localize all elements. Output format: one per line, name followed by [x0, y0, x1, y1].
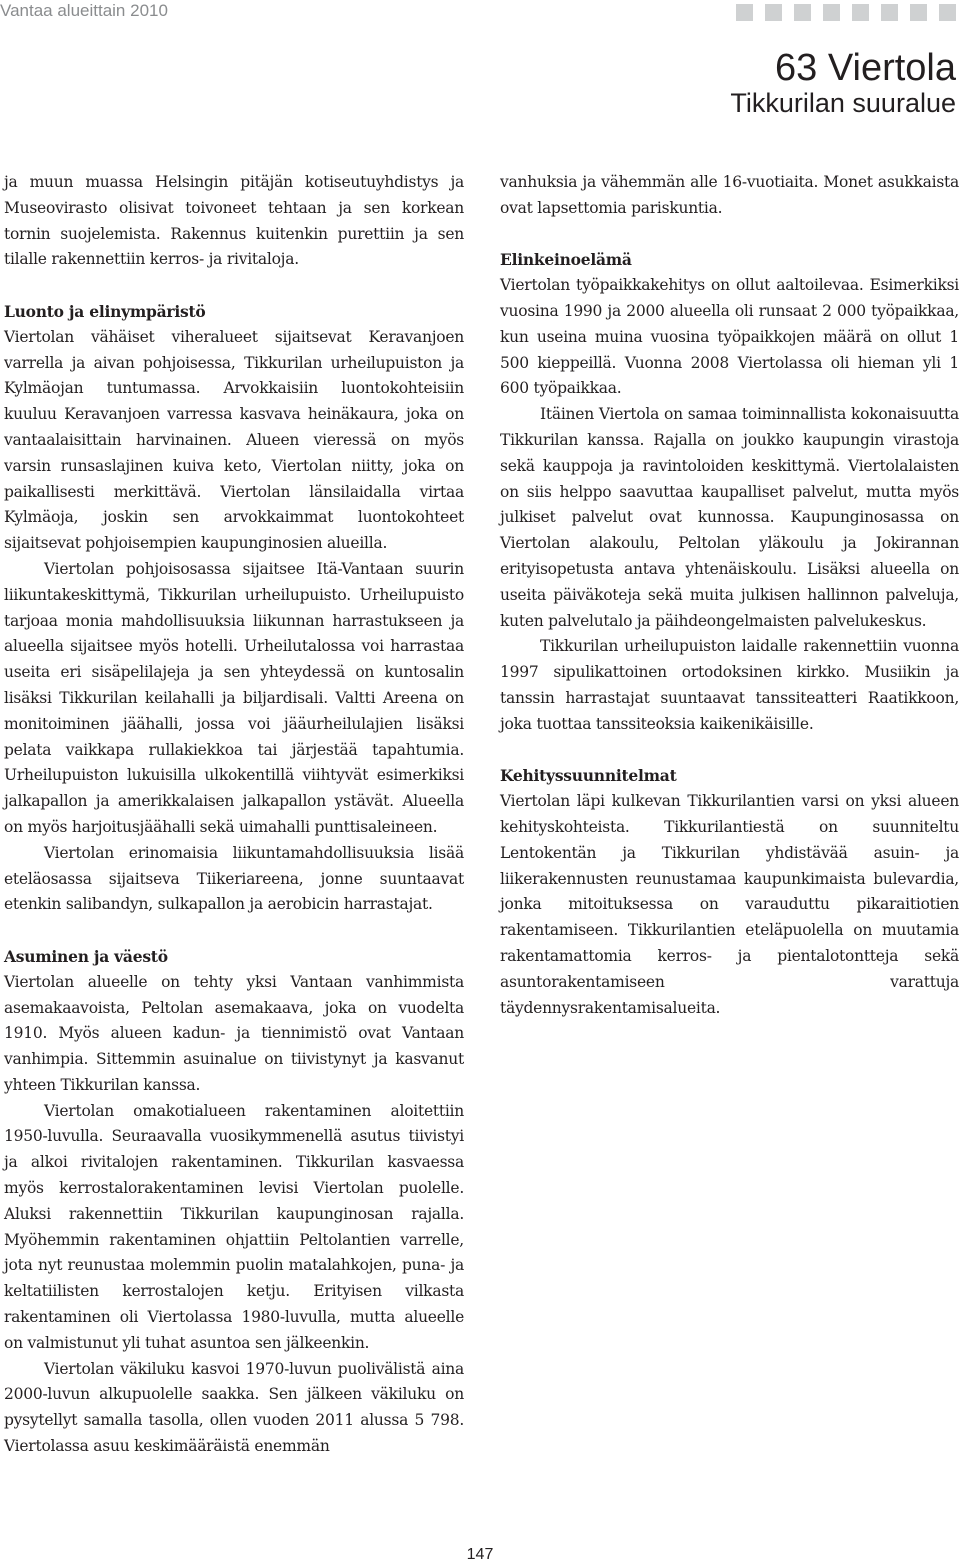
paragraph: ja muun muassa Helsingin pitäjän kotiseutuyhdistys ja Museovirasto olisivat toivoneet tehtaan ja sen korkean tornin suojelemista. Rakennus kuitenkin purettiin ja sen tilalle rakennettiin kerros- ja rivitaloja. — [4, 173, 464, 269]
decorative-square — [852, 4, 869, 21]
paragraph: Viertolan erinomaisia liikuntamahdollisuuksia lisää eteläosassa sijaitseva Tiikeriareena, jonne suuntaavat etenkin salibandyn, sulkapallon ja aerobicin harrastajat. — [4, 843, 464, 914]
page-title: 63 Viertola — [775, 47, 956, 89]
section-heading-housing: Asuminen ja väestö — [4, 946, 168, 966]
decorative-square — [939, 4, 956, 21]
decorative-square — [736, 4, 753, 21]
paragraph: vanhuksia ja vähemmän alle 16-vuotiaita. Monet asukkaista ovat lapsettomia pariskuntia. — [500, 173, 959, 217]
section-heading-business: Elinkeinoelämä — [500, 250, 632, 270]
decorative-square — [910, 4, 927, 21]
section-heading-development: Kehityssuunnitelmat — [500, 766, 677, 786]
paragraph: Viertolan läpi kulkevan Tikkurilantien varsi on yksi alueen kehityskohteista. Tikkurilantiestä on suunniteltu Lentokentän ja Tikkurilan yhdistävää asuin- ja liikerakennusten reunustamaa kaupunkimaista bulevardia, jonka mitoituksessa on varauduttu pikaraitiotien rakentamiseen. Tikkurilantien eteläpuolella on muutamia rakentamattomia kerros- ja pientalotontteja sekä asuntorakentamiseen varattuja täydennysrakentamisalueita. — [500, 792, 959, 1017]
page-number: 147 — [466, 1546, 494, 1563]
decorative-square — [794, 4, 811, 21]
decorative-square — [765, 4, 782, 21]
left-column — [4, 170, 464, 1460]
paragraph: Viertolan pohjoisosassa sijaitsee Itä-Vantaan suurin liikuntakeskittymä, Tikkurilan urheilupuisto. Urheilupuisto tarjoaa monia mahdollisuuksia liikunnan harrastukseen ja alueella sijaitsee myös hotelli. Urheilutalossa voi harrastaa useita eri sisäpelilajeja ja sen yhteydessä on kuntosalin lisäksi Tikkurilan keilahalli ja biljardisali. Valtti Areena on monitoiminen jäähalli, jossa voi jääurheilulajien lisäksi pelata vaikkapa rullakiekkoa tai järjestää tapahtumia. Urheilupuiston lukuisilla ulkokentillä viihtyvät esimerkiksi jalkapallon ja amerikkalaisen jalkapallon ystävät. Alueella on myös harjoitusjäähalli sekä uimahalli punttisaleineen. — [4, 559, 464, 836]
paragraph: Viertolan alueelle on tehty yksi Vantaan vanhimmista asemakaavoista, Peltolan asemakaava, joka on vuodelta 1910. Myös alueen kadun- ja tiennimistö ovat Vantaan vanhimpia. Sittemmin asuinalue on tiivistynyt ja kasvanut yhteen Tikkurilan kanssa. — [4, 972, 464, 1094]
decorative-square — [823, 4, 840, 21]
paragraph: Viertolan väkiluku kasvoi 1970-luvun puolivälistä aina 2000-luvun alkupuolelle saakka. Sen jälkeen väkiluku on pysytellyt samalla tasolla, ollen vuoden 2011 alussa 5 798. Viertolassa asuu keskimääräistä enemmän — [4, 1359, 464, 1456]
paragraph: Tikkurilan urheilupuiston laidalle rakennettiin vuonna 1997 sipulikattoinen ortodoksinen kirkko. Musiikin ja tanssin harrastajat suuntaavat tanssiteatteri Raatikkoon, joka tuottaa tanssiteoksia kaikenikäisille. — [500, 637, 959, 733]
decorative-square — [881, 4, 898, 21]
decorative-squares — [736, 4, 956, 21]
section-heading-nature: Luonto ja elinympäristö — [4, 301, 206, 321]
right-column — [500, 170, 959, 1021]
running-head: Vantaa alueittain 2010 — [0, 1, 168, 20]
title-block — [730, 46, 956, 118]
page-subtitle: Tikkurilan suuralue — [730, 88, 956, 118]
paragraph: Itäinen Viertola on samaa toiminnallista kokonaisuutta Tikkurilan kanssa. Rajalla on joukko kaupungin virastoja sekä kauppoja ja ravintoloiden keskittymä. Viertolalaisten on siis helppo saavuttaa kaupalliset palvelut, mutta myös julkiset palvelut ovat kunnossa. Kaupunginosassa on Viertolan alakoulu, Peltolan yläkoulu ja Jokirannan erityisopetusta antava yhtenäiskoulu. Lisäksi alueella on useita päiväkoteja sekä muita julkisen hallinnon palveluja, kuten palvelutalo ja päihdeongelmaisten palvelukeskus. — [500, 405, 959, 630]
paragraph: Viertolan työpaikkakehitys on ollut aaltoilevaa. Esimerkiksi vuosina 1990 ja 2000 alueella oli runsaat 2 000 työpaikkaa, kun useina muina vuosina työpaikkojen määrä on ollut 1 500 kieppeillä. Vuonna 2008 Viertolassa oli hieman yli 1 600 työpaikkaa. — [500, 276, 959, 398]
paragraph: Viertolan omakotialueen rakentaminen aloitettiin 1950-luvulla. Seuraavalla vuosikymmenellä asutus tiivistyi ja alkoi rivitalojen rakentaminen. Tikkurilan kasvaessa myös kerrostalorakentaminen levisi Viertolan puolelle. Aluksi rakennettiin Tikkurilan kaupunginosan rajalla. Myöhemmin rakentaminen ohjattiin Peltolantien varrelle, jota nyt reunustaa molemmin puolin matalahkojen, puna- ja keltatiilisten kerrostalojen ketju. Erityisen vilkasta rakentaminen oli Viertolassa 1980-luvulla, mutta alueelle on valmistunut yli tuhat asuntoa sen jälkeenkin. — [4, 1101, 464, 1352]
paragraph: Viertolan vähäiset viheralueet sijaitsevat Keravanjoen varrella ja aivan pohjoisessa, Tikkurilan urheilupuiston ja Kylmäojan tuntumassa. Arvokkaisiin luontokohteisiin kuuluu Keravanjoen varressa kasvava heinäkaura, joka on vantaalaisittain harvinainen. Alueen vieressä on myös varsin runsaslajinen kuiva keto, Viertolan niitty, joka on paikallisesti merkittävä. Viertolan länsilaidalla virtaa Kylmäoja, joskin sen arvokkaimmat luontokohteet sijaitsevat pohjoisempien kaupunginosien alueilla. — [4, 327, 464, 553]
